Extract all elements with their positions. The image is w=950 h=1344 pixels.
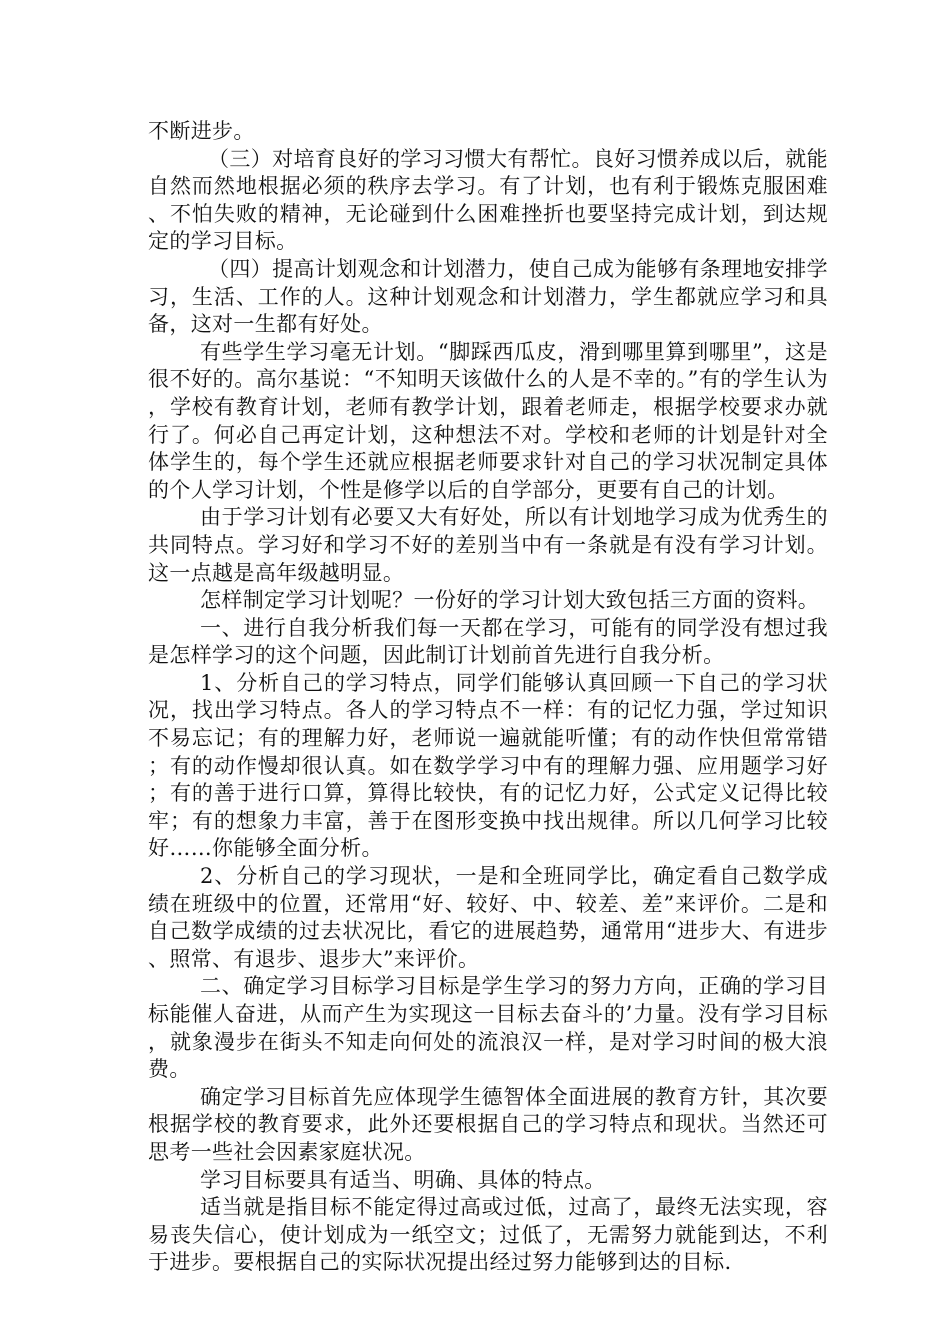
paragraph-learning-traits: 1、分析自己的学习特点，同学们能够认真回顾一下自己的学习状况，找出学习特点。各人的学习特点不一样：有的记忆力强，学过知识不易忘记；有的理解力好，老师说一遍就能听懂；有的动作快但常常错；有的动作慢却很认真。如在数学学习中有的理解力强、应用题学习好；有的善于进行口算，算得比较快，有的记忆力好，公式定义记得比较牢；有的想象力丰富，善于在图形变换中找出规律。所以几何学习比较好……你能够全面分析。 (148, 670, 828, 861)
paragraph-continuation: 不断进步。 (148, 119, 255, 143)
paragraph-set-goals: 二、确定学习目标学习目标是学生学习的努力方向，正确的学习目标能催人奋进，从而产生为实现这一目标去奋斗的’力量。没有学习目标，就象漫步在街头不知走向何处的流浪汉一样，是对学习时间的极大浪费。 (148, 974, 828, 1082)
paragraph-goal-principles: 确定学习目标首先应体现学生德智体全面进展的教育方针，其次要根据学校的教育要求，此外还要根据自己的学习特点和现状。当然还可思考一些社会因素家庭状况。 (148, 1084, 828, 1164)
paragraph-habit-benefit: （三）对培育良好的学习习惯大有帮忙。良好习惯养成以后，就能自然而然地根据必须的秩序去学习。有了计划，也有利于锻炼克服困难、不怕失败的精神，无论碰到什么困难挫折也要坚持完成计划，到达规定的学习目标。 (148, 146, 828, 254)
paragraph-plan-advantage: 由于学习计划有必要又大有好处，所以有计划地学习成为优秀生的共同特点。学习好和学习不好的差别当中有一条就是有没有学习计划。这一点越是高年级越明显。 (148, 505, 828, 585)
paragraph-planning-ability: （四）提高计划观念和计划潜力，使自己成为能够有条理地安排学习，生活、工作的人。这种计划观念和计划潜力，学生都就应学习和具备，这对一生都有好处。 (148, 256, 828, 337)
paragraph-goal-features: 学习目标要具有适当、明确、具体的特点。 (200, 1167, 606, 1192)
document-page (148, 118, 828, 1277)
paragraph-learning-status: 2、分析自己的学习现状，一是和全班同学比，确定看自己数学成绩在班级中的位置，还常用“好、较好、中、较差、差”来评价。二是和自己数学成绩的过去状况比，看它的进展趋势，通常用“进步大、有进步、照常、有退步、退步大”来评价。 (148, 864, 828, 971)
paragraph-appropriate-goals: 适当就是指目标不能定得过高或过低，过高了，最终无法实现，容易丧失信心，使计划成为一纸空文；过低了，无需努力就能到达，不利于进步。要根据自己的实际状况提出经过努力能够到达的目标. (148, 1195, 828, 1275)
paragraph-how-to-plan: 怎样制定学习计划呢？一份好的学习计划大致包括三方面的资料。 (200, 588, 820, 613)
paragraph-self-analysis: 一、进行自我分析我们每一天都在学习，可能有的同学没有想过我是怎样学习的这个问题，因此制订计划前首先进行自我分析。 (148, 615, 828, 668)
paragraph-no-plan: 有些学生学习毫无计划。“脚踩西瓜皮，滑到哪里算到哪里”，这是很不好的。高尔基说：“不知明天该做什么的人是不幸的。”有的学生认为，学校有教育计划，老师有教学计划，跟着老师走，根据学校要求办就行了。何必自己再定计划，这种想法不对。学校和老师的计划是针对全体学生的，每个学生还就应根据老师要求针对自己的学习状况制定具体的个人学习计划，个性是修学以后的自学部分，更要有自己的计划。 (148, 339, 828, 502)
